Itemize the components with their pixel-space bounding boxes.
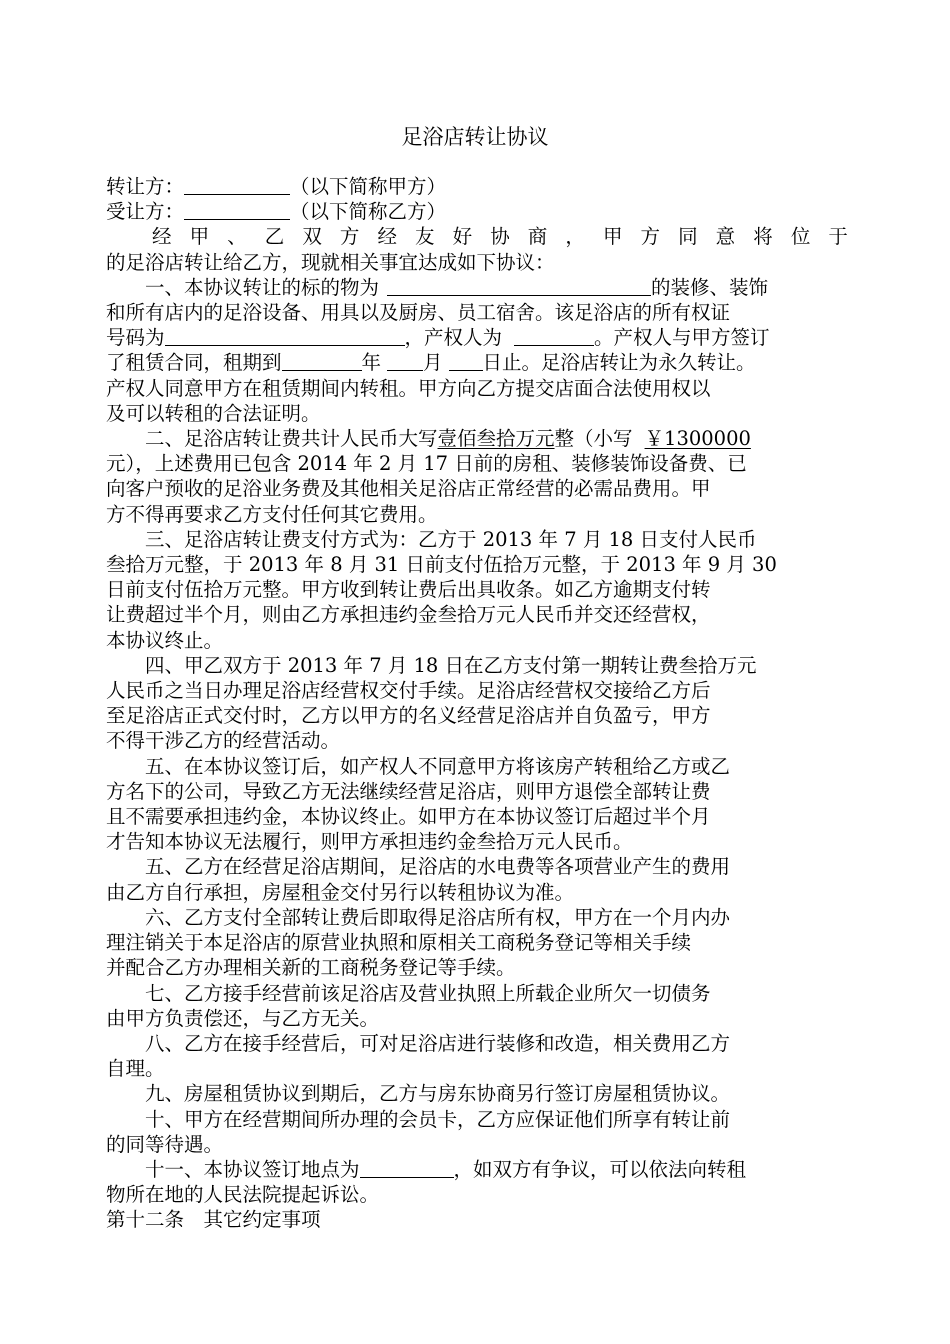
clause-1-l4d: 日止。足浴店转让为永久转让。 (482, 351, 756, 375)
intro-char: 友 (415, 225, 435, 249)
intro-char: 经 (152, 225, 172, 249)
clause-1-l4b: 年 (361, 351, 382, 375)
clause-5-line-3: 且不需要承担违约金，本协议终止。如甲方在本协议签订后超过半个月 (106, 805, 711, 829)
clause-5b-line-2: 由乙方自行承担，房屋租金交付另行以转租协议为准。 (106, 880, 575, 904)
clause-1-line-1 (106, 275, 848, 300)
clause-7-line-2: 由甲方负责偿还，与乙方无关。 (106, 1006, 380, 1030)
month-blank[interactable] (387, 351, 423, 371)
clause-1-b: 的装修、装饰 (651, 275, 769, 299)
intro-char: 同 (678, 225, 698, 249)
clause-1-line-3 (106, 325, 848, 350)
clause-11-b: ，如双方有争议，可以依法向转租 (453, 1157, 747, 1181)
clause-1-line-2: 和所有店内的足浴设备、用具以及厨房、员工宿舍。该足浴店的所有权证 (106, 301, 731, 325)
clause-1-line-6: 及可以转租的合法证明。 (106, 401, 321, 425)
subject-blank[interactable] (387, 276, 651, 296)
clause-5-line-2: 方名下的公司，导致乙方无法继续经营足浴店，则甲方退偿全部转让费 (106, 779, 711, 803)
clause-5-line-1: 五、在本协议签订后，如产权人不同意甲方将该房产转租给乙方或乙 (145, 754, 731, 778)
clause-5-line-4: 才告知本协议无法履行，则甲方承担违约金叁拾万元人民币。 (106, 830, 633, 854)
clause-3-line-5: 本协议终止。 (106, 628, 224, 652)
intro-char: 好 (452, 225, 473, 249)
clause-8-line-1: 八、乙方在接手经营后，可对足浴店进行装修和改造，相关费用乙方 (145, 1031, 731, 1055)
clause-2-line-3: 向客户预收的足浴业务费及其他相关足浴店正常经营的必需品费用。甲 (106, 477, 711, 501)
intro-char: 于 (828, 225, 848, 249)
intro-line (106, 224, 848, 249)
clause-5b-line-1: 五、乙方在经营足浴店期间，足浴店的水电费等各项营业产生的费用 (145, 855, 731, 879)
transferee-note: （以下简称乙方） (290, 200, 447, 224)
clause-1-l3c: 。产权人与甲方签订 (594, 326, 770, 350)
intro-char: 乙 (264, 225, 285, 249)
clause-1-l4c: 月 (423, 351, 443, 375)
intro-char: 经 (377, 225, 397, 249)
clause-9-line-1: 九、房屋租赁协议到期后，乙方与房东协商另行签订房屋租赁协议。 (145, 1082, 731, 1106)
clause-1-line-4 (106, 350, 848, 375)
signing-location-blank[interactable] (360, 1158, 454, 1178)
clause-6-line-1: 六、乙方支付全部转让费后即取得足浴店所有权，甲方在一个月内办 (145, 905, 731, 929)
document-body (106, 174, 848, 1233)
amount-words: 壹佰叁拾万元 (437, 427, 555, 451)
clause-8-line-2: 自理。 (106, 1057, 165, 1081)
clause-1-l3a: 号码为 (106, 326, 165, 350)
certificate-number-blank[interactable] (165, 326, 405, 346)
amount-number: ￥1300000 (644, 427, 751, 451)
intro-char: 方 (640, 225, 661, 249)
clause-2-b: 整（小写 (554, 427, 633, 451)
clause-2-line-4: 方不得再要求乙方支付任何其它费用。 (106, 502, 438, 526)
clause-12-heading: 第十二条 其它约定事项 (106, 1208, 321, 1232)
intro-char: 方 (339, 225, 360, 249)
day-blank[interactable] (449, 351, 483, 371)
intro-char: 甲 (602, 225, 623, 249)
intro-char: 商 (527, 225, 548, 249)
clause-3-line-1: 三、足浴店转让费支付方式为：乙方于 2013 年 7 月 18 日支付人民币 (145, 527, 757, 551)
transferor-line (106, 174, 848, 199)
intro-char: 甲 (189, 225, 210, 249)
clause-4-line-4: 不得干涉乙方的经营活动。 (106, 729, 341, 753)
intro-char: 位 (790, 225, 811, 249)
clause-3-line-4: 让费超过半个月，则由乙方承担违约金叁拾万元人民币并交还经营权， (106, 603, 711, 627)
transferee-line (106, 199, 848, 224)
clause-4-line-1: 四、甲乙双方于 2013 年 7 月 18 日在乙方支付第一期转让费叁拾万元 (145, 653, 757, 677)
intro-char: 协 (490, 225, 510, 249)
clause-7-line-1: 七、乙方接手经营前该足浴店及营业执照上所载企业所欠一切债务 (145, 981, 711, 1005)
intro-char: 将 (753, 225, 773, 249)
intro-char: 意 (715, 225, 736, 249)
year-blank[interactable] (282, 351, 362, 371)
transferor-label: 转让方： (106, 175, 185, 198)
transferee-blank[interactable] (184, 200, 290, 220)
clause-2-line-1 (106, 426, 848, 451)
document-title: 足浴店转让协议 (401, 125, 549, 149)
clause-3-line-3: 日前支付伍拾万元整。甲方收到转让费后出具收条。如乙方逾期支付转 (106, 578, 711, 602)
clause-2-line-2: 元），上述费用已包含 2014 年 2 月 17 日前的房租、装修装饰设备费、已 (106, 452, 747, 476)
clause-11-line-1 (106, 1157, 848, 1182)
transferor-blank[interactable] (184, 175, 290, 195)
clause-1-line-5: 产权人同意甲方在租赁期间内转租。甲方向乙方提交店面合法使用权以 (106, 376, 711, 400)
clause-6-line-2: 理注销关于本足浴店的原营业执照和原相关工商税务登记等相关手续 (106, 931, 692, 955)
intro-char: ， (565, 225, 585, 249)
clause-4-line-2: 人民币之当日办理足浴店经营权交付手续。足浴店经营权交接给乙方后 (106, 679, 711, 703)
clause-6-line-3: 并配合乙方办理相关新的工商税务登记等手续。 (106, 956, 516, 980)
clause-11-a: 十一、本协议签订地点为 (145, 1157, 360, 1181)
clause-2-a: 二、足浴店转让费共计人民币大写 (145, 427, 438, 451)
transferor-note: （以下简称甲方） (290, 175, 447, 198)
transferee-label: 受让方： (106, 200, 185, 224)
clause-4-line-3: 至足浴店正式交付时，乙方以甲方的名义经营足浴店并自负盈亏，甲方 (106, 704, 711, 728)
owner-blank[interactable] (514, 326, 594, 346)
clause-10-line-1: 十、甲方在经营期间所办理的会员卡，乙方应保证他们所享有转让前 (145, 1107, 731, 1131)
clause-11-line-2: 物所在地的人民法院提起诉讼。 (106, 1183, 380, 1207)
clause-1-l4a: 了租赁合同，租期到 (106, 351, 282, 375)
clause-1-l3b: ，产权人为 (404, 326, 503, 350)
clause-10-line-2: 的同等待遇。 (106, 1132, 224, 1156)
clause-1-a: 一、本协议转让的标的物为 (145, 275, 380, 299)
clause-3-line-2: 叁拾万元整，于 2013 年 8 月 31 日前支付伍拾万元整，于 2013 年 9 月 30 (106, 553, 777, 577)
intro-tail: 的足浴店转让给乙方，现就相关事宜达成如下协议： (106, 250, 555, 274)
intro-char: 、 (227, 225, 247, 249)
intro-char: 双 (302, 225, 322, 249)
